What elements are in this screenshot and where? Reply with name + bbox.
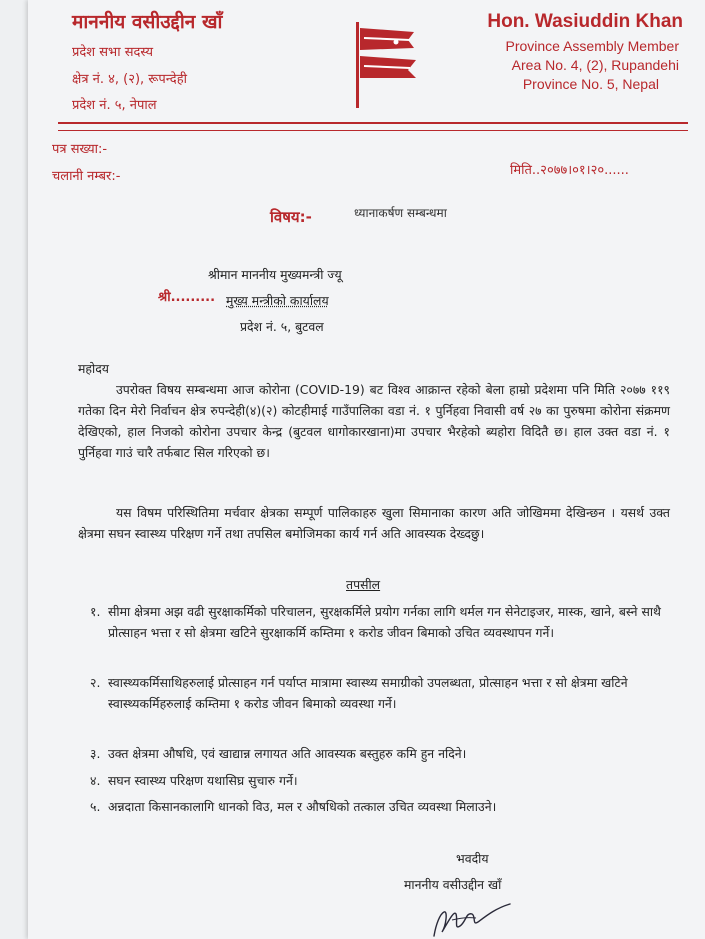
dispatch-number-label: चलानी नम्बर:- xyxy=(52,169,121,184)
list-item-text: सीमा क्षेत्रमा अझ वढी सुरक्षाकर्मिको परिचालन, सुरक्षकर्मिले प्रयोग गर्नका लागि थर्मल गन सेनेटाइजर, मास्क, खाने, बस्ने साथै प्रोत्साहन भत्ता र सो क्षेत्रमा खटिने सुरक्षाकर्मि कम्तिमा १ करोड जीवन बिमाको उचित व्यवस्थापन गर्ने। xyxy=(108,604,661,640)
signature xyxy=(426,896,516,939)
list-item-number: २. xyxy=(90,675,101,690)
list-item-number: १. xyxy=(90,604,101,619)
header-rule-top xyxy=(58,122,688,124)
list-item-text: स्वास्थ्यकर्मिसाथिहरुलाई प्रोत्साहन गर्न पर्याप्त मात्रामा स्वास्थ्य समाग्रीको उपलब्धता, प्रोत्साहन भत्ता र सो क्षेत्रमा खटिने स्वास्थ्यकर्मिहरुलाई कम्तिमा १ करोड जीवन बिमाको व्यवस्था गर्ने। xyxy=(108,675,628,711)
letterhead-title-np: प्रदेश सभा सदस्य xyxy=(72,45,153,60)
letterhead-area-np: क्षेत्र नं. ४, (२), रूपन्देही xyxy=(72,72,187,87)
list-item-text: उक्त क्षेत्रमा औषधि, एवं खाद्यान्न लगायत अति आवस्यक बस्तुहरु कमि हुन नदिने। xyxy=(108,746,467,761)
letterhead-province-en: Province No. 5, Nepal xyxy=(522,76,659,92)
letterhead-name-en: Hon. Wasiuddin Khan xyxy=(487,11,683,32)
header-rule-bottom xyxy=(58,130,688,131)
subject-label: विषय:- xyxy=(270,208,312,226)
subject-text: ध्यानाकर्षण सम्बन्धमा xyxy=(354,206,447,220)
addressee-line2: मुख्य मन्त्रीको कार्यालय xyxy=(226,293,329,308)
addressee-prefix: श्री......... xyxy=(158,290,216,305)
nepal-flag-logo xyxy=(352,18,424,110)
body-paragraph-1: उपरोक्त विषय सम्बन्धमा आज कोरोना (COVID-19) बट विश्व आक्रान्त रहेको बेला हाम्रो प्रदेशमा पनि मिति २०७७ ११९ गतेका दिन मेरो निर्वाचन क्षेत्र रुपन्देही(४)(२) कोटहीमाई गाउँपालिका वडा नं. १ पुर्निहवा निवासी वर्ष २७ का पुरुषमा कोरोना संक्रमण देखिएको, हाल निजको कोरोना उपचार केन्द्र (बुटवल धागोकारखाना)मा उपचार भैरहेको ब्यहोरा विदितै छ। हाल उक्त वडा नं. १ पुर्निहवा गाउं चारै तर्फबाट सिल गरिएको छ। xyxy=(78,382,671,460)
salutation: महोदय xyxy=(78,361,109,376)
letter-date: मिति..२०७७।०१।२०...... xyxy=(510,163,629,178)
letterhead-title-en: Province Assembly Member xyxy=(505,38,679,54)
list-item-number: ५. xyxy=(90,799,101,814)
list-item-text: सघन स्वास्थ्य परिक्षण यथासिघ्र सुचारु गर्ने। xyxy=(108,773,298,788)
addressee-line1: श्रीमान माननीय मुख्यमन्त्री ज्यू xyxy=(208,267,342,282)
list-item-number: ३. xyxy=(90,746,101,761)
list-item-number: ४. xyxy=(90,773,101,788)
tapsil-heading: तपसील xyxy=(346,577,381,592)
letterhead-name-np: माननीय वसीउद्दीन खाँ xyxy=(72,11,223,33)
closing-name: माननीय वसीउद्दीन खाँ xyxy=(404,877,502,892)
body-paragraph-2: यस विषम परिस्थितिमा मर्चवार क्षेत्रका सम्पूर्ण पालिकाहरु खुला सिमानाका कारण अति जोखिममा देखिन्छन । यसर्थ उक्त क्षेत्रमा सघन स्वास्थ्य परिक्षण गर्ने तथा तपसिल बमोजिमका कार्य गर्न अति आवस्यक देख्दछु। xyxy=(78,505,670,541)
letter-number-label: पत्र सख्या:- xyxy=(52,142,108,157)
closing-bhavadiya: भवदीय xyxy=(456,851,489,866)
addressee-line3: प्रदेश नं. ५, बुटवल xyxy=(240,319,324,334)
list-item-text: अन्नदाता किसानकालागि धानको विउ, मल र औषधिको तत्काल उचित व्यवस्था मिलाउने। xyxy=(108,799,497,814)
letterhead-province-np: प्रदेश नं. ५, नेपाल xyxy=(72,98,157,113)
letterhead-area-en: Area No. 4, (2), Rupandehi xyxy=(511,57,679,73)
